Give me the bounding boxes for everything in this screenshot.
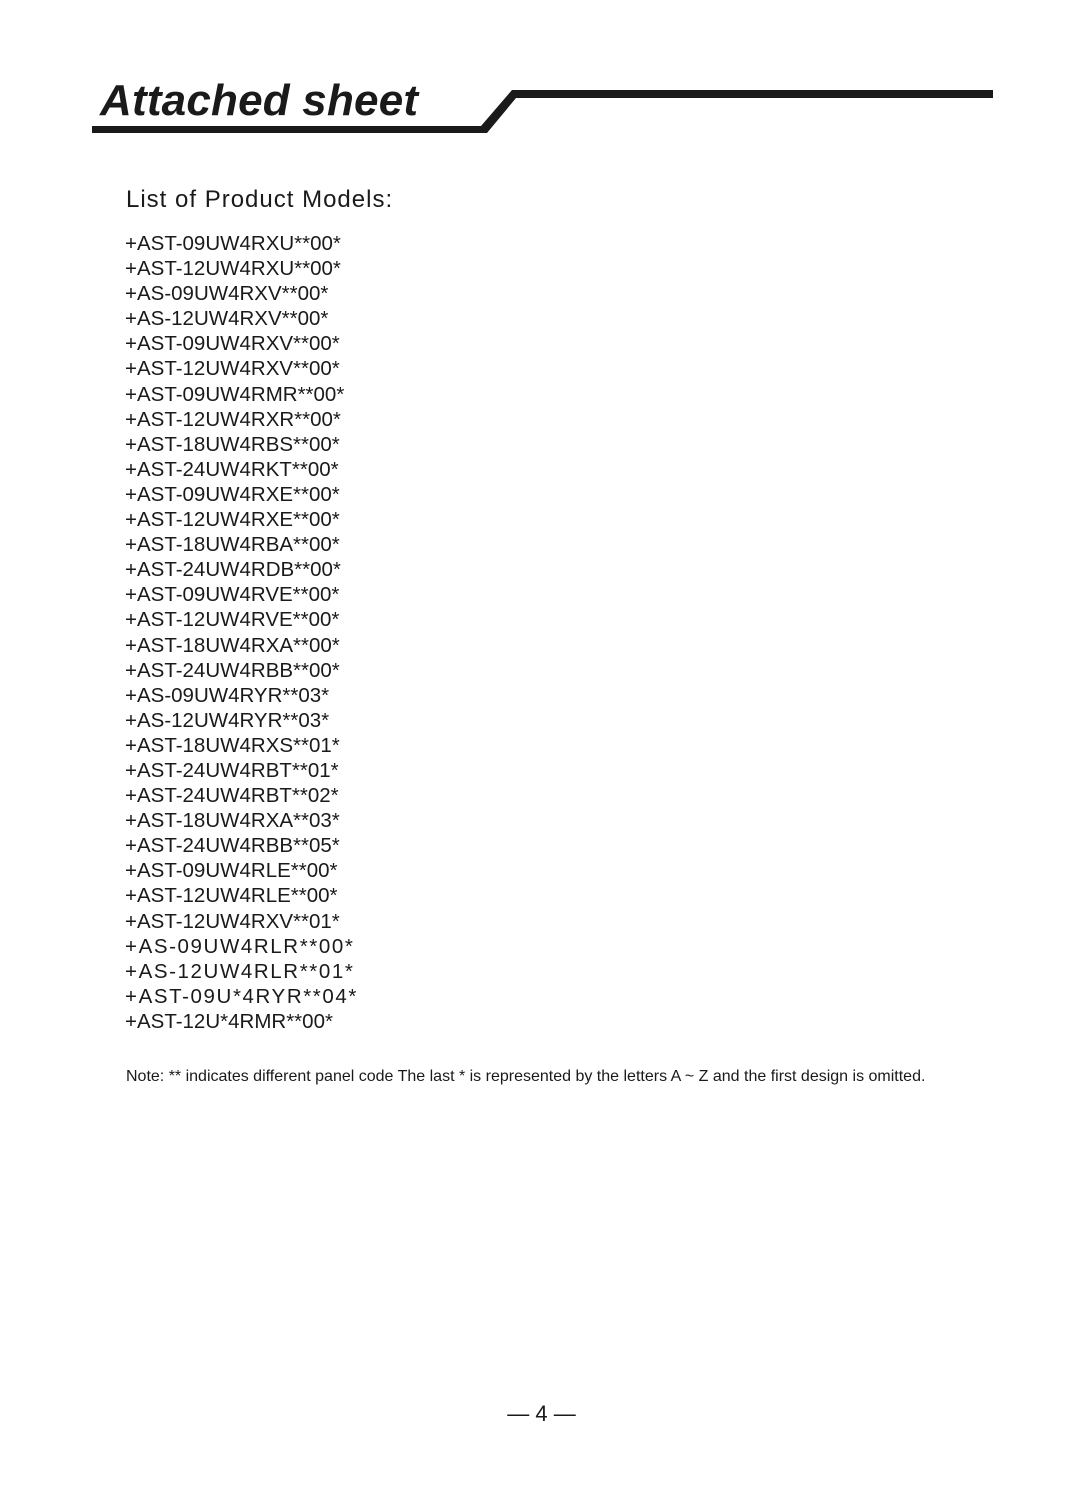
model-item: +AST-24UW4RBB**00* <box>125 658 340 682</box>
model-item: +AST-09UW4RXE**00* <box>125 482 340 506</box>
model-item: +AST-09U*4RYR**04* <box>125 984 358 1008</box>
model-item: +AST-18UW4RXS**01* <box>125 733 340 757</box>
model-item: +AST-09UW4RXV**00* <box>125 332 340 356</box>
model-item: +AS-09UW4RYR**03* <box>125 683 330 707</box>
model-item: +AST-12UW4RXV**01* <box>125 909 340 933</box>
model-item: +AST-09UW4RVE**00* <box>125 583 340 607</box>
model-item: +AST-12UW4RXV**00* <box>125 357 340 381</box>
model-item: +AST-24UW4RDB**00* <box>125 558 341 582</box>
model-item: +AST-18UW4RBA**00* <box>125 533 340 557</box>
model-item: +AS-12UW4RLR**01* <box>125 959 355 983</box>
model-item: +AST-24UW4RBT**01* <box>125 758 339 782</box>
footnote: Note: ** indicates different panel code The last * is represented by the letters A ~ Z and the first design is omitted. <box>126 1068 926 1085</box>
model-item: +AST-09UW4RMR**00* <box>125 382 345 406</box>
model-item: +AST-09UW4RXU**00* <box>125 232 341 255</box>
model-item: +AST-18UW4RXA**03* <box>125 809 340 833</box>
model-item: +AS-09UW4RXV**00* <box>125 282 329 306</box>
model-item: +AST-24UW4RBB**05* <box>125 834 340 858</box>
model-item: +AST-18UW4RBS**00* <box>125 432 340 456</box>
model-item: +AST-12UW4RXE**00* <box>125 508 340 532</box>
page-number: — 4 — <box>507 1401 576 1426</box>
model-item: +AST-12U*4RMR**00* <box>125 1009 333 1033</box>
model-item: +AS-12UW4RXV**00* <box>125 307 329 331</box>
list-heading: List of Product Models: <box>126 186 394 213</box>
model-list <box>125 231 358 1034</box>
model-item: +AST-24UW4RKT**00* <box>125 457 339 481</box>
model-item: +AST-12UW4RVE**00* <box>125 608 340 632</box>
model-item: +AS-12UW4RYR**03* <box>125 708 330 732</box>
page-title: Attached sheet <box>100 76 419 125</box>
model-item: +AS-09UW4RLR**00* <box>125 934 355 958</box>
model-item: +AST-12UW4RLE**00* <box>125 884 338 908</box>
model-item: +AST-12UW4RXR**00* <box>125 407 341 431</box>
page-header <box>0 0 1083 150</box>
model-item: +AST-12UW4RXU**00* <box>125 257 341 281</box>
model-item: +AST-24UW4RBT**02* <box>125 784 339 808</box>
model-item: +AST-18UW4RXA**00* <box>125 633 340 657</box>
model-item: +AST-09UW4RLE**00* <box>125 859 338 883</box>
